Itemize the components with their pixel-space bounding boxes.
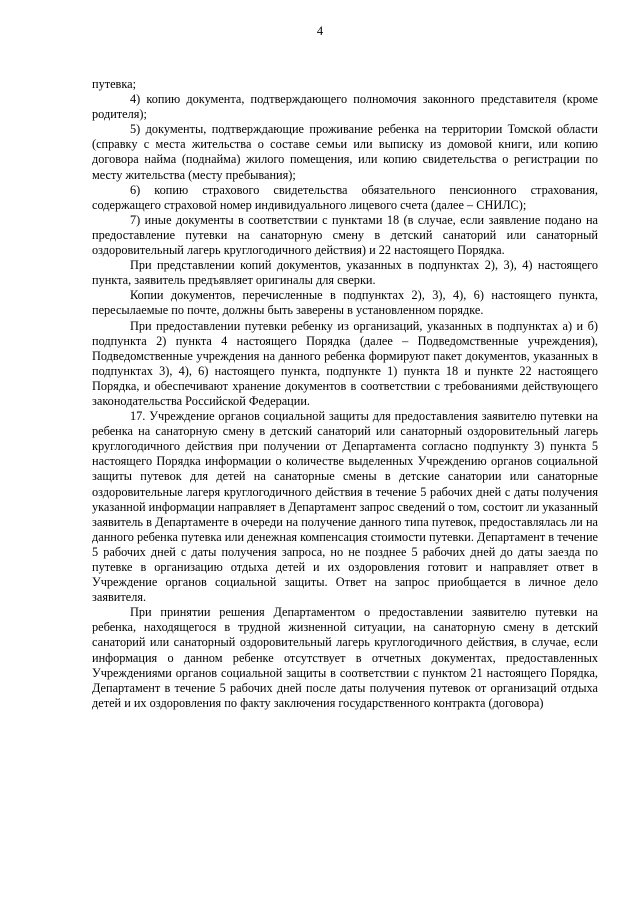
paragraph-subordinate-institutions: При предоставлении путевки ребенку из организаций, указанных в подпунктах а) и б) подпункта 2) пункта 4 настоящего Порядка (далее – Подведомственные учреждения), Подведомственные учреждения на данного ребенка формируют пакет документов, указанных в подпунктах 3), 4), 6) настоящего пункта, подпункте 1) пункта 18 и пункте 22 настоящего Порядка, и обеспечивают хранение документов в соответствии с требованиями действующего законодательства Российской Федерации. — [92, 318, 598, 408]
paragraph-originals: При представлении копий документов, указанных в подпунктах 2), 3), 4) настоящего пункта, заявитель предъявляет оригиналы для сверки. — [92, 258, 598, 288]
paragraph-item-5: 5) документы, подтверждающие проживание ребенка на территории Томской области (справку с места жительства о составе семьи или выписку из домовой книги, или копию договора найма (поднайма) жилого помещения, или копию свидетельства о регистрации по месту жительства (месту пребывания); — [92, 122, 598, 182]
page-number: 4 — [316, 24, 324, 38]
paragraph-item-6: 6) копию страхового свидетельства обязательного пенсионного страхования, содержащего страховой номер индивидуального лицевого счета (далее – СНИЛС); — [92, 182, 598, 212]
document-body — [92, 77, 598, 711]
paragraph-decision: При принятии решения Департаментом о предоставлении заявителю путевки на ребенка, находящегося в трудной жизненной ситуации, на санаторную смену в детский санаторий или санаторный оздоровительный лагерь круглогодичного действия, в случае, если информация о данном ребенке отсутствует в отчетных документах, предоставленных Учреждениями органов социальной защиты в соответствии с пунктом 21 настоящего Порядка, Департамент в течение 5 рабочих дней после даты получения путевок от организаций отдыха детей и их оздоровления по факту заключения государственного контракта (договора) — [92, 605, 598, 710]
paragraph-continuation: путевка; — [92, 77, 137, 91]
paragraph-clause-17: 17. Учреждение органов социальной защиты для предоставления заявителю путевки на ребенка на санаторную смену в детский санаторий или санаторный оздоровительный лагерь круглогодичного действия при получении от Департамента согласно подпункту 3) пункта 5 настоящего Порядка информации о количестве выделенных Учреждению органов социальной защиты путевок для детей на санаторные смены в детские санатории или санаторные оздоровительные лагеря круглогодичного действия в течение 5 рабочих дней с даты получения указанной информации направляет в Департамент запрос сведений о том, состоит ли указанный заявитель в Департаменте в очереди на получение данного типа путевок, предоставлялась ли на данного ребенка путевка или денежная компенсация стоимости путевки. Департамент в течение 5 рабочих дней с даты получения запроса, но не позднее 5 рабочих дней до даты заезда по путевке в организацию отдыха детей и их оздоровления готовит и направляет ответ в Учреждение органов социальной защиты. Ответ на запрос приобщается в личное дело заявителя. — [92, 409, 598, 605]
paragraph-item-7: 7) иные документы в соответствии с пунктами 18 (в случае, если заявление подано на предоставление путевки на санаторную смену в детский санаторий или санаторный оздоровительный лагерь круглогодичного действия) и 22 настоящего Порядка. — [92, 212, 598, 258]
paragraph-item-4: 4) копию документа, подтверждающего полномочия законного представителя (кроме родителя); — [92, 92, 598, 122]
paragraph-copies-mail: Копии документов, перечисленные в подпунктах 2), 3), 4), 6) настоящего пункта, пересылаемые по почте, должны быть заверены в установленном порядке. — [92, 288, 598, 318]
